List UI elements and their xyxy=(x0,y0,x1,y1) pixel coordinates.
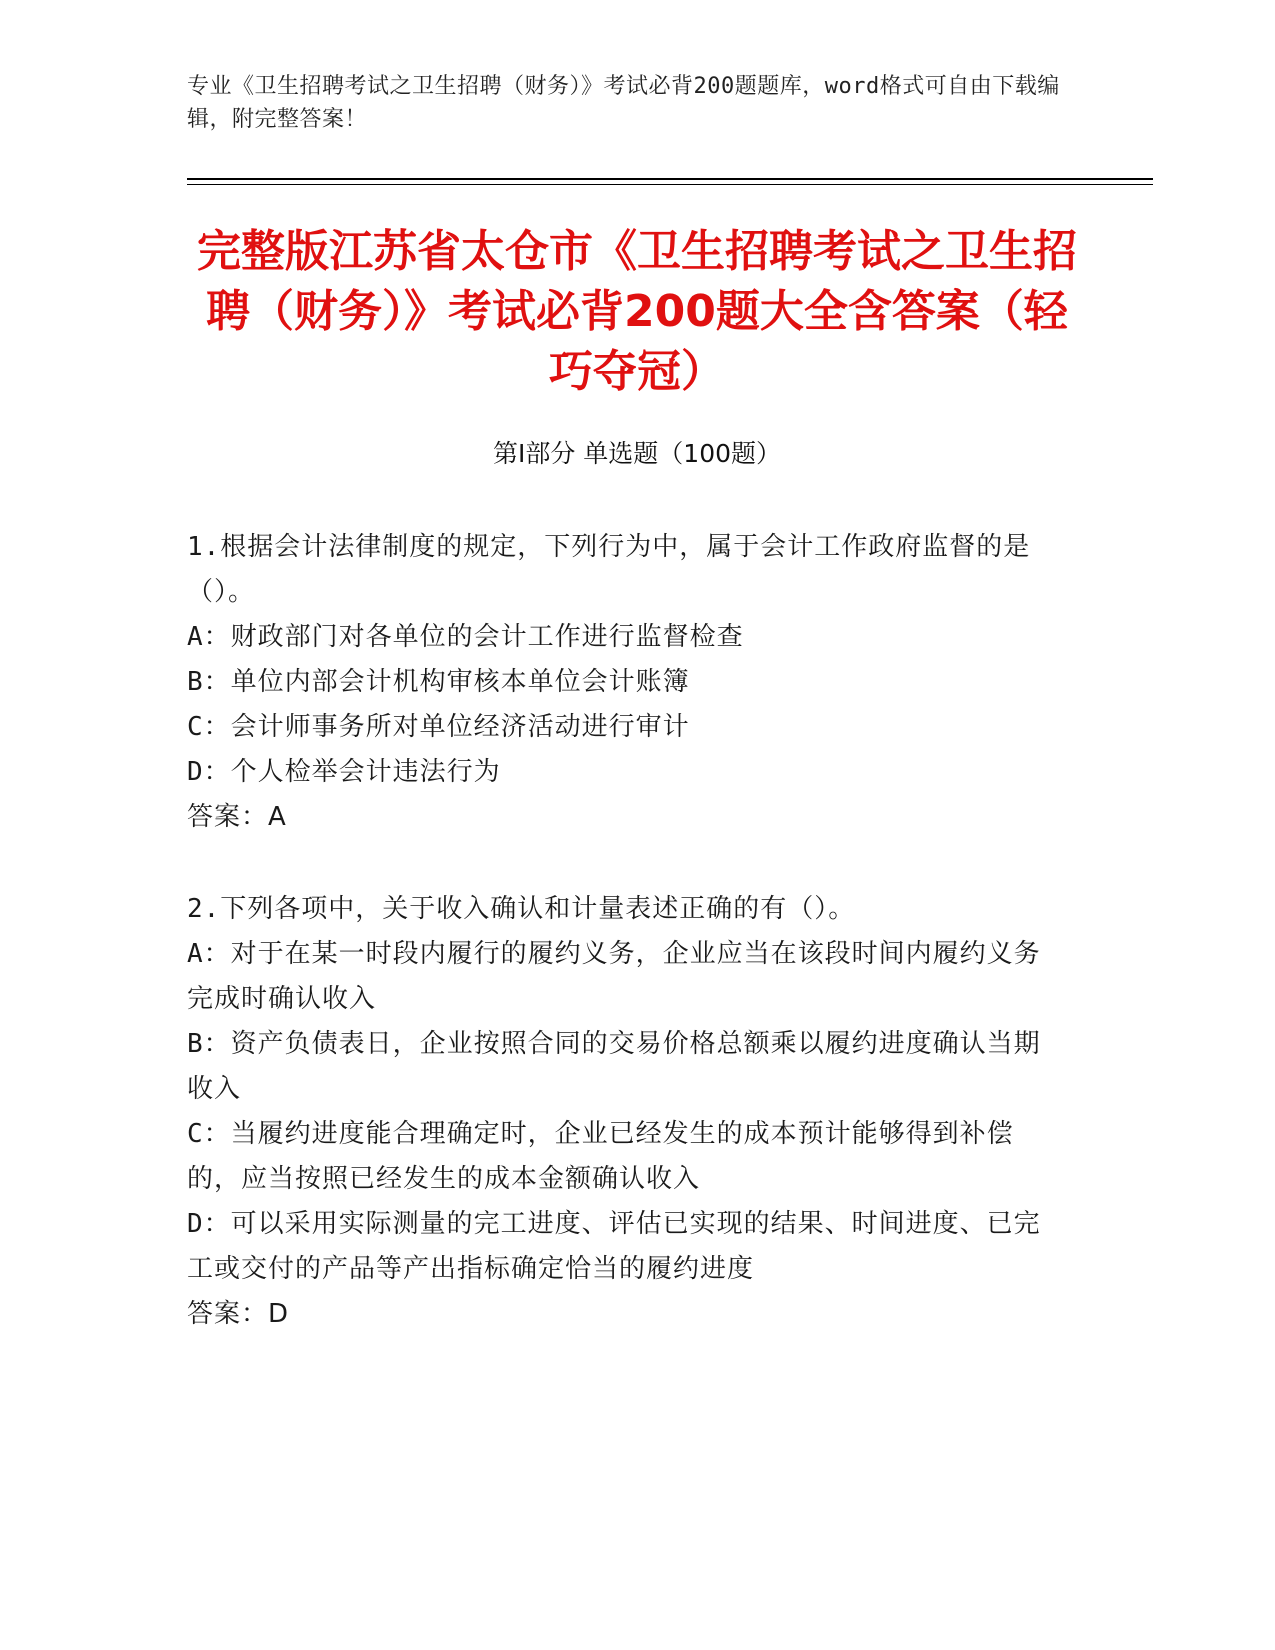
question-2 xyxy=(187,887,1067,1337)
option-b: B：资产负债表日，企业按照合同的交易价格总额乘以履约进度确认当期收入 xyxy=(187,1029,1041,1104)
question-1 xyxy=(187,525,1067,840)
option-b: B：单位内部会计机构审核本单位会计账簿 xyxy=(187,667,690,697)
option-d: D：可以采用实际测量的完工进度、评估已实现的结果、时间进度、已完工或交付的产品等产出指标确定恰当的履约进度 xyxy=(187,1209,1041,1284)
header-divider-thick xyxy=(187,178,1153,180)
option-d: D：个人检举会计违法行为 xyxy=(187,757,501,787)
option-a: A：对于在某一时段内履行的履约义务，企业应当在该段时间内履约义务完成时确认收入 xyxy=(187,939,1041,1014)
answer: 答案：D xyxy=(187,1299,290,1329)
option-a: A：财政部门对各单位的会计工作进行监督检查 xyxy=(187,622,744,652)
question-stem: 1.根据会计法律制度的规定，下列行为中，属于会计工作政府监督的是（）。 xyxy=(187,532,1031,607)
question-stem: 2.下列各项中，关于收入确认和计量表述正确的有（）。 xyxy=(187,894,856,924)
option-c: C：当履约进度能合理确定时，企业已经发生的成本预计能够得到补偿的，应当按照已经发生的成本金额确认收入 xyxy=(187,1119,1014,1194)
section-title: 第Ⅰ部分 单选题（100题） xyxy=(492,439,782,468)
header-note: 专业《卫生招聘考试之卫生招聘（财务）》考试必背200题题库，word格式可自由下载编辑，附完整答案！ xyxy=(187,74,1060,132)
option-c: C：会计师事务所对单位经济活动进行审计 xyxy=(187,712,690,742)
header-divider-thin xyxy=(187,184,1153,185)
document-title: 完整版江苏省太仓市《卫生招聘考试之卫生招聘（财务）》考试必背200题大全含答案（轻巧夺冠） xyxy=(197,226,1077,397)
answer: 答案：A xyxy=(187,802,287,832)
